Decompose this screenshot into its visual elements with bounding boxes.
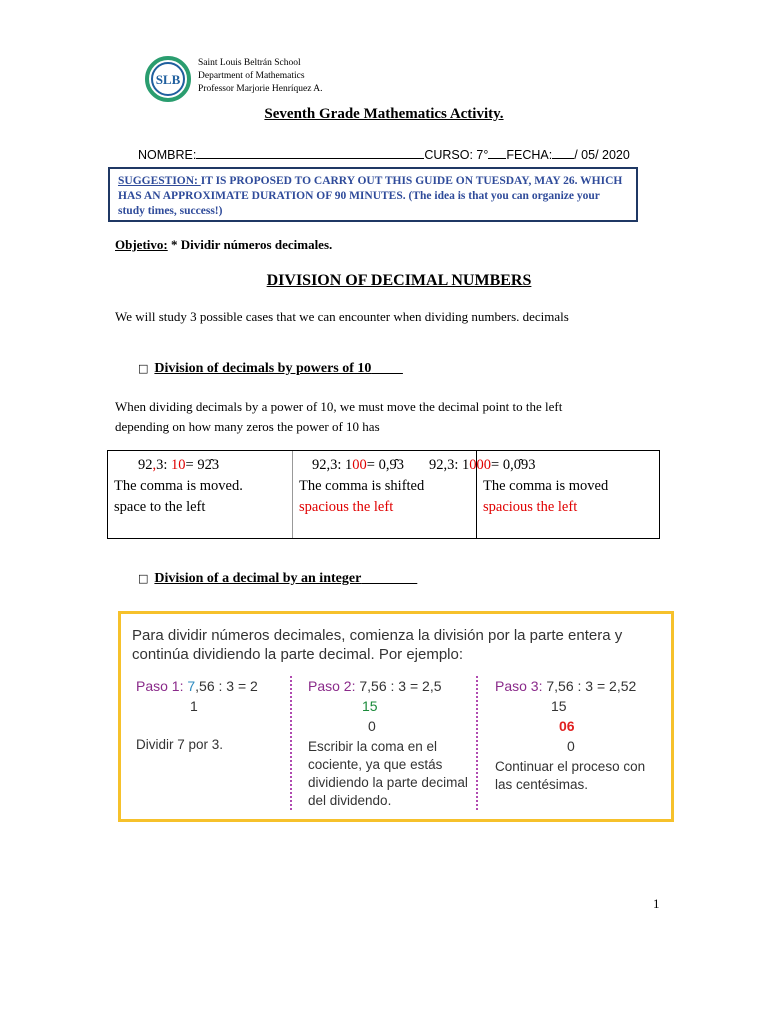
curso-label: CURSO: 7° xyxy=(424,148,489,162)
step-line3: 0 xyxy=(368,718,376,734)
nombre-field[interactable] xyxy=(196,146,424,159)
cell-text-line2: space to the left xyxy=(114,499,206,515)
objective-label: Objetivo: xyxy=(115,237,168,252)
step-description: Continuar el proceso con las centésimas. xyxy=(495,759,646,792)
cell-text-line1: The comma is shifted xyxy=(299,478,425,494)
professor: Professor Marjorie Henríquez A. xyxy=(198,84,323,94)
intro-paragraph: We will study 3 possible cases that we can encounter when dividing numbers. decimals xyxy=(115,309,569,324)
suggestion-box xyxy=(108,167,638,222)
fecha-date: / 05/ 2020 xyxy=(574,148,630,162)
step-line4: 0 xyxy=(567,738,575,754)
divider xyxy=(290,676,292,810)
objective xyxy=(115,237,332,253)
step-description: Dividir 7 por 3. xyxy=(136,737,224,752)
cell-text-line2: spacious the left xyxy=(299,499,394,515)
section1-rule: When dividing decimals by a power of 10, we must move the decimal point to the left depending on how many zeros the power of 10 has xyxy=(115,399,563,434)
fecha-day-field[interactable] xyxy=(552,146,574,159)
step-column xyxy=(308,676,478,810)
school-info xyxy=(198,57,323,96)
page-title: Seventh Grade Mathematics Activity. xyxy=(264,106,504,122)
checkbox-icon: □ xyxy=(138,362,149,375)
department: Department of Mathematics xyxy=(198,71,305,81)
curso-field[interactable] xyxy=(488,146,506,159)
section1-title: Division of decimals by powers of 10 xyxy=(154,361,372,376)
step-equation: Paso 3: 7,56 : 3 = 2,52 xyxy=(495,678,637,694)
step-column xyxy=(495,676,665,794)
school-logo xyxy=(145,56,191,102)
cell-text-line1: The comma is moved. xyxy=(114,478,243,494)
example-intro: Para dividir números decimales, comienza la división por la parte entera y continúa dividiendo la parte decimal. Por ejemplo: xyxy=(132,627,623,663)
nombre-label: NOMBRE: xyxy=(138,148,197,162)
page-number: 1 xyxy=(653,896,660,911)
divider xyxy=(476,676,478,810)
powers-of-ten-table xyxy=(107,450,660,539)
equation: 92,3: 100= 0,9̑3 xyxy=(312,457,404,473)
objective-text: * Dividir números decimales. xyxy=(167,237,333,252)
school-name: Saint Louis Beltrán School xyxy=(198,58,301,68)
step-line2: 15 xyxy=(551,698,567,714)
equation: 92,3: 10= 92̑3 xyxy=(138,457,220,473)
step-line2: 15 xyxy=(362,698,378,714)
example-box xyxy=(118,611,674,822)
table-cell xyxy=(108,451,293,538)
step-equation: Paso 2: 7,56 : 3 = 2,5 xyxy=(308,678,442,694)
section2-heading xyxy=(138,571,417,587)
section2-title: Division of a decimal by an integer xyxy=(154,571,362,586)
table-cell xyxy=(429,451,659,538)
equation: 92,3: 1000= 0,0̑93 xyxy=(429,457,536,473)
step-column xyxy=(136,676,286,754)
step-line3: 06 xyxy=(559,718,575,734)
student-form-line xyxy=(138,146,630,162)
cell-text-line1: The comma is moved xyxy=(483,478,609,494)
main-heading: DIVISION OF DECIMAL NUMBERS xyxy=(266,272,532,289)
suggestion-text: IT IS PROPOSED TO CARRY OUT THIS GUIDE ON TUESDAY, MAY 26. WHICH HAS AN APPROXIMATE DURATION OF 90 MINUTES. (The idea is that you can organize your study times, success!) xyxy=(118,175,623,217)
section1-heading xyxy=(138,361,403,377)
logo-text: SLB xyxy=(155,72,181,87)
fecha-label: FECHA: xyxy=(506,148,553,162)
suggestion-label: SUGGESTION: xyxy=(118,175,201,187)
step-description: Escribir la coma en el cociente, ya que estás dividiendo la parte decimal del dividendo. xyxy=(308,739,468,808)
cell-text-line2: spacious the left xyxy=(483,499,578,515)
step-equation: Paso 1: 7,56 : 3 = 2 xyxy=(136,678,258,694)
checkbox-icon: □ xyxy=(138,572,149,585)
step-line2: 1 xyxy=(190,698,198,714)
